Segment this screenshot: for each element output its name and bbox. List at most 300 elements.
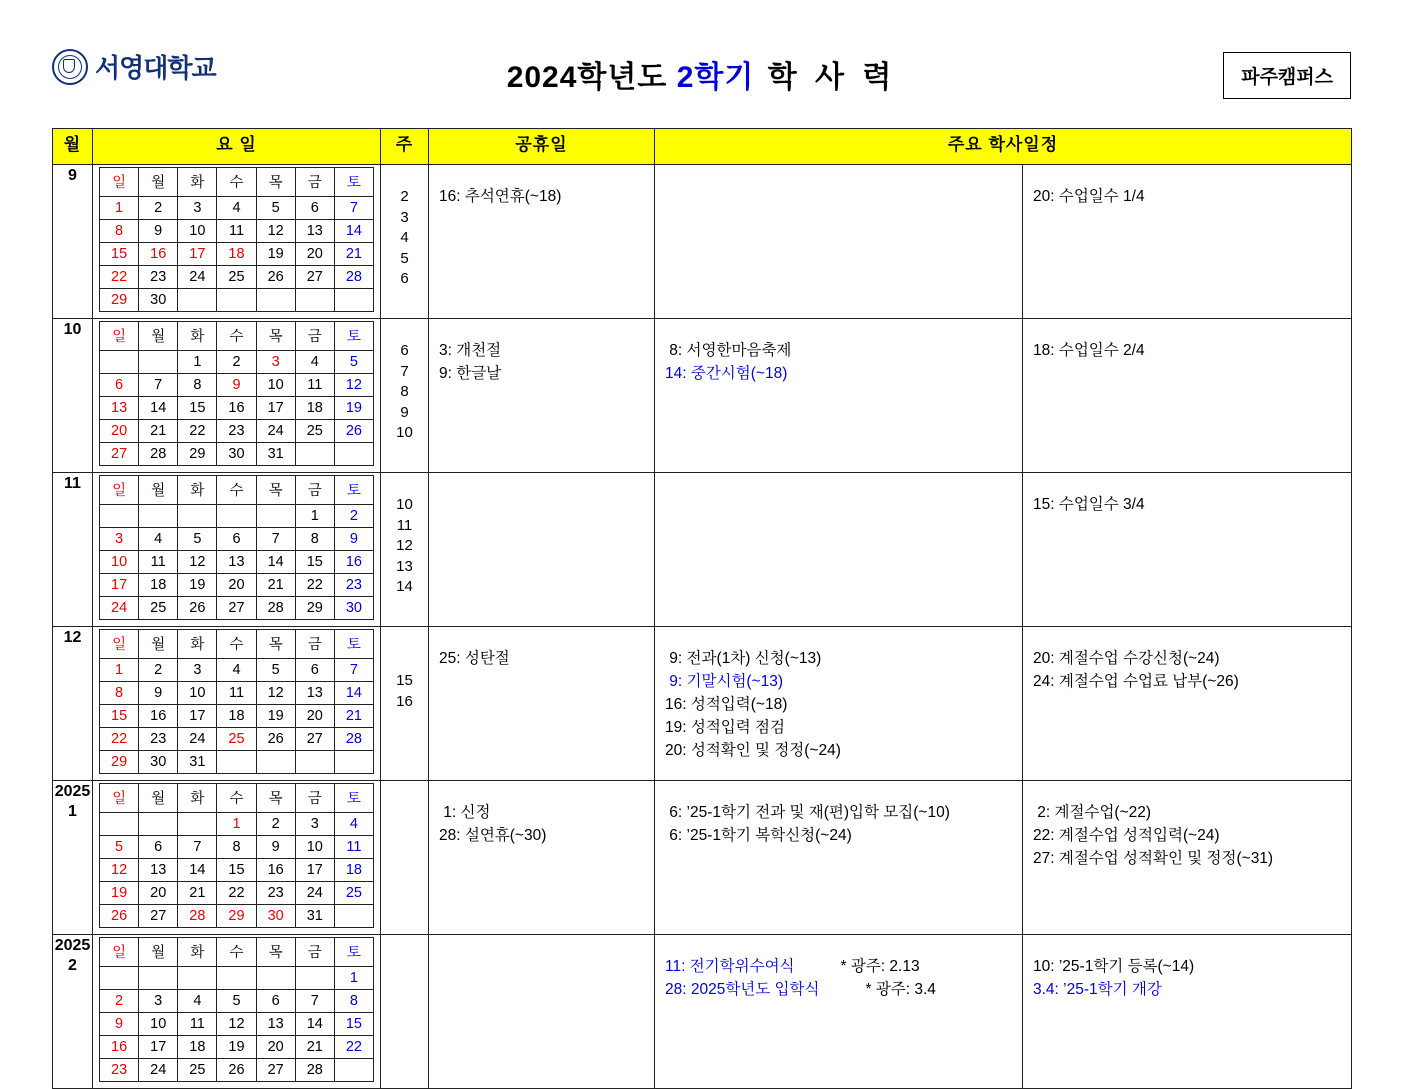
weekday-label: 월 xyxy=(139,784,178,813)
day-cell: 18 xyxy=(139,574,178,597)
day-cell: 22 xyxy=(178,420,217,443)
schedule-entry: 9: 기말시험(~13) xyxy=(665,673,784,690)
header-schedule: 주요 학사일정 xyxy=(655,129,1352,165)
day-cell: 13 xyxy=(295,220,334,243)
day-cell: 14 xyxy=(334,220,373,243)
day-cell: 5 xyxy=(256,197,295,220)
schedule-note: * 광주: 2.13 xyxy=(840,958,920,975)
day-cell: 28 xyxy=(334,728,373,751)
day-cell: 12 xyxy=(178,551,217,574)
day-cell: 7 xyxy=(256,528,295,551)
day-cell: 30 xyxy=(334,597,373,620)
mini-calendar xyxy=(99,321,374,466)
day-cell: 25 xyxy=(217,266,256,289)
mini-month-grid xyxy=(93,319,381,473)
day-cell: 4 xyxy=(139,528,178,551)
week-number: 15 xyxy=(396,672,413,689)
schedule-entry: 14: 중간시험(~18) xyxy=(665,365,788,382)
day-cell: 13 xyxy=(100,397,139,420)
weekday-label: 목 xyxy=(256,476,295,505)
day-cell: 11 xyxy=(178,1013,217,1036)
page-title xyxy=(0,52,1403,96)
day-cell: 16 xyxy=(139,243,178,266)
title-semester: 2학기 xyxy=(676,61,755,94)
day-cell: 29 xyxy=(100,751,139,774)
schedule-cell-primary xyxy=(655,165,1023,319)
schedule-cell-primary xyxy=(655,935,1023,1089)
day-cell: 31 xyxy=(178,751,217,774)
weekday-label: 화 xyxy=(178,938,217,967)
day-cell xyxy=(178,967,217,990)
day-cell: 2 xyxy=(139,197,178,220)
schedule-entry: 10: ’25-1학기 등록(~14) xyxy=(1033,958,1195,975)
weekday-label: 월 xyxy=(139,630,178,659)
schedule-cell-secondary xyxy=(1023,473,1352,627)
day-cell: 26 xyxy=(178,597,217,620)
day-cell: 28 xyxy=(178,905,217,928)
table-row xyxy=(53,473,1352,627)
day-cell: 22 xyxy=(334,1036,373,1059)
month-label: 2025 1 xyxy=(53,781,93,935)
weekday-label: 토 xyxy=(334,784,373,813)
day-cell xyxy=(217,751,256,774)
day-cell: 20 xyxy=(295,705,334,728)
day-cell: 22 xyxy=(217,882,256,905)
day-cell: 9 xyxy=(217,374,256,397)
weekday-label: 목 xyxy=(256,322,295,351)
schedule-entry: 11: 전기학위수여식 * 광주: 2.13 xyxy=(665,958,920,975)
schedule-entry: 22: 계절수업 성적입력(~24) xyxy=(1033,827,1220,844)
schedule-entry: 3: 개천절 xyxy=(439,342,502,359)
day-cell: 12 xyxy=(100,859,139,882)
day-cell: 30 xyxy=(217,443,256,466)
header-holiday: 공휴일 xyxy=(429,129,655,165)
day-cell: 26 xyxy=(334,420,373,443)
week-numbers xyxy=(381,319,429,473)
schedule-note: * 광주: 3.4 xyxy=(865,981,936,998)
day-cell: 21 xyxy=(334,243,373,266)
schedule-entry: 25: 성탄절 xyxy=(439,650,510,667)
day-cell: 17 xyxy=(139,1036,178,1059)
day-cell: 11 xyxy=(217,682,256,705)
day-cell: 1 xyxy=(178,351,217,374)
week-number: 5 xyxy=(400,249,409,267)
weekday-label: 월 xyxy=(139,476,178,505)
title-year: 2024학년도 xyxy=(506,61,677,94)
weekday-label: 금 xyxy=(295,168,334,197)
day-cell xyxy=(178,813,217,836)
header-days: 요 일 xyxy=(93,129,381,165)
day-cell: 7 xyxy=(334,659,373,682)
day-cell: 4 xyxy=(334,813,373,836)
weekday-label: 금 xyxy=(295,630,334,659)
day-cell: 4 xyxy=(217,197,256,220)
table-header-row xyxy=(53,129,1352,165)
day-cell: 10 xyxy=(256,374,295,397)
day-cell: 11 xyxy=(334,836,373,859)
day-cell: 2 xyxy=(139,659,178,682)
day-cell: 9 xyxy=(334,528,373,551)
schedule-cell-secondary xyxy=(1023,935,1352,1089)
weekday-label: 수 xyxy=(217,784,256,813)
day-cell: 29 xyxy=(100,289,139,312)
day-cell: 21 xyxy=(295,1036,334,1059)
day-cell xyxy=(217,967,256,990)
day-cell xyxy=(139,351,178,374)
campus-badge: 파주캠퍼스 xyxy=(1223,52,1351,99)
day-cell: 24 xyxy=(100,597,139,620)
day-cell: 13 xyxy=(295,682,334,705)
day-cell: 10 xyxy=(178,682,217,705)
day-cell: 21 xyxy=(178,882,217,905)
day-cell: 8 xyxy=(334,990,373,1013)
weekday-label: 목 xyxy=(256,630,295,659)
day-cell: 3 xyxy=(139,990,178,1013)
day-cell: 8 xyxy=(178,374,217,397)
day-cell: 13 xyxy=(139,859,178,882)
day-cell: 10 xyxy=(178,220,217,243)
week-number: 6 xyxy=(400,270,409,287)
holiday-cell xyxy=(429,319,655,473)
header-week: 주 xyxy=(381,129,429,165)
day-cell xyxy=(217,505,256,528)
day-cell: 27 xyxy=(100,443,139,466)
day-cell: 5 xyxy=(100,836,139,859)
table-row xyxy=(53,165,1352,319)
schedule-entry: 19: 성적입력 점검 xyxy=(665,719,785,736)
day-cell xyxy=(139,967,178,990)
month-label: 11 xyxy=(53,473,93,627)
day-cell: 10 xyxy=(139,1013,178,1036)
schedule-entry: 24: 계절수업 수업료 납부(~26) xyxy=(1033,673,1239,690)
week-number: 11 xyxy=(396,516,413,534)
day-cell: 12 xyxy=(217,1013,256,1036)
weekday-label: 화 xyxy=(178,630,217,659)
day-cell: 4 xyxy=(178,990,217,1013)
day-cell: 11 xyxy=(295,374,334,397)
weekday-label: 수 xyxy=(217,630,256,659)
day-cell: 16 xyxy=(256,859,295,882)
day-cell: 26 xyxy=(256,728,295,751)
schedule-entry: 3.4: ’25-1학기 개강 xyxy=(1033,981,1162,998)
day-cell: 11 xyxy=(217,220,256,243)
day-cell: 21 xyxy=(334,705,373,728)
weekday-label: 화 xyxy=(178,784,217,813)
day-cell: 27 xyxy=(295,728,334,751)
day-cell: 8 xyxy=(217,836,256,859)
mini-calendar xyxy=(99,475,374,620)
weekday-label: 금 xyxy=(295,938,334,967)
day-cell xyxy=(334,751,373,774)
day-cell: 29 xyxy=(217,905,256,928)
day-cell: 28 xyxy=(139,443,178,466)
weekday-label: 화 xyxy=(178,168,217,197)
month-label: 2025 2 xyxy=(53,935,93,1089)
schedule-cell-primary xyxy=(655,473,1023,627)
weekday-label: 수 xyxy=(217,476,256,505)
day-cell: 21 xyxy=(256,574,295,597)
day-cell: 6 xyxy=(139,836,178,859)
week-number: 12 xyxy=(396,537,413,554)
schedule-entry: 1: 신정 xyxy=(439,804,491,821)
weekday-label: 토 xyxy=(334,322,373,351)
day-cell: 21 xyxy=(139,420,178,443)
table-row xyxy=(53,935,1352,1089)
week-number: 9 xyxy=(400,403,409,421)
day-cell: 14 xyxy=(295,1013,334,1036)
day-cell: 31 xyxy=(256,443,295,466)
day-cell xyxy=(256,751,295,774)
weekday-label: 일 xyxy=(100,630,139,659)
day-cell: 4 xyxy=(217,659,256,682)
holiday-cell xyxy=(429,627,655,781)
day-cell: 13 xyxy=(217,551,256,574)
day-cell: 29 xyxy=(295,597,334,620)
day-cell: 20 xyxy=(217,574,256,597)
schedule-entry: 20: 수업일수 1/4 xyxy=(1033,188,1145,205)
day-cell: 5 xyxy=(178,528,217,551)
day-cell: 28 xyxy=(256,597,295,620)
day-cell: 23 xyxy=(100,1059,139,1082)
day-cell: 8 xyxy=(100,220,139,243)
weekday-label: 화 xyxy=(178,476,217,505)
day-cell: 22 xyxy=(100,266,139,289)
day-cell: 14 xyxy=(139,397,178,420)
day-cell xyxy=(256,505,295,528)
day-cell: 16 xyxy=(217,397,256,420)
day-cell: 6 xyxy=(100,374,139,397)
month-label: 9 xyxy=(53,165,93,319)
weekday-label: 월 xyxy=(139,938,178,967)
week-numbers xyxy=(381,473,429,627)
weekday-label: 토 xyxy=(334,168,373,197)
day-cell: 17 xyxy=(256,397,295,420)
week-number: 13 xyxy=(396,557,413,575)
schedule-entry: 8: 서영한마음축제 xyxy=(665,342,792,359)
day-cell xyxy=(217,289,256,312)
schedule-entry: 2: 계절수업(~22) xyxy=(1033,804,1152,821)
day-cell xyxy=(295,443,334,466)
weekday-label: 월 xyxy=(139,322,178,351)
day-cell xyxy=(295,967,334,990)
day-cell: 17 xyxy=(295,859,334,882)
mini-calendar xyxy=(99,783,374,928)
day-cell: 16 xyxy=(139,705,178,728)
weekday-label: 목 xyxy=(256,784,295,813)
day-cell: 30 xyxy=(256,905,295,928)
day-cell: 25 xyxy=(295,420,334,443)
day-cell: 19 xyxy=(256,243,295,266)
day-cell: 24 xyxy=(139,1059,178,1082)
day-cell: 26 xyxy=(100,905,139,928)
schedule-cell-secondary xyxy=(1023,319,1352,473)
day-cell: 6 xyxy=(295,659,334,682)
day-cell: 14 xyxy=(178,859,217,882)
week-number: 6 xyxy=(400,342,409,359)
week-number: 14 xyxy=(396,578,413,595)
day-cell: 16 xyxy=(334,551,373,574)
day-cell: 23 xyxy=(139,266,178,289)
day-cell: 23 xyxy=(334,574,373,597)
mini-calendar xyxy=(99,167,374,312)
week-number: 7 xyxy=(400,362,409,380)
day-cell: 20 xyxy=(139,882,178,905)
weekday-label: 일 xyxy=(100,938,139,967)
day-cell: 11 xyxy=(139,551,178,574)
week-number: 3 xyxy=(400,208,409,226)
schedule-cell-secondary xyxy=(1023,165,1352,319)
day-cell: 5 xyxy=(217,990,256,1013)
day-cell: 17 xyxy=(178,243,217,266)
day-cell: 19 xyxy=(217,1036,256,1059)
week-numbers xyxy=(381,935,429,1089)
day-cell: 25 xyxy=(217,728,256,751)
day-cell: 1 xyxy=(100,659,139,682)
mini-month-grid xyxy=(93,627,381,781)
weekday-label: 일 xyxy=(100,476,139,505)
day-cell: 25 xyxy=(139,597,178,620)
day-cell: 13 xyxy=(256,1013,295,1036)
day-cell: 18 xyxy=(295,397,334,420)
schedule-entry: 6: ’25-1학기 복학신청(~24) xyxy=(665,827,852,844)
weekday-label: 일 xyxy=(100,322,139,351)
schedule-cell-primary xyxy=(655,627,1023,781)
day-cell: 18 xyxy=(217,243,256,266)
day-cell xyxy=(334,289,373,312)
day-cell: 2 xyxy=(334,505,373,528)
mini-calendar xyxy=(99,937,374,1082)
week-number: 10 xyxy=(396,496,413,513)
day-cell xyxy=(100,505,139,528)
day-cell: 12 xyxy=(256,682,295,705)
academic-calendar-table xyxy=(52,128,1352,1089)
schedule-entry: 20: 성적확인 및 정정(~24) xyxy=(665,742,841,759)
day-cell: 2 xyxy=(217,351,256,374)
day-cell: 9 xyxy=(100,1013,139,1036)
day-cell: 3 xyxy=(178,197,217,220)
weekday-label: 수 xyxy=(217,938,256,967)
day-cell: 30 xyxy=(139,751,178,774)
schedule-entry: 15: 수업일수 3/4 xyxy=(1033,496,1145,513)
weekday-label: 수 xyxy=(217,322,256,351)
schedule-entry: 9: 한글날 xyxy=(439,365,502,382)
day-cell xyxy=(139,505,178,528)
day-cell: 1 xyxy=(295,505,334,528)
weekday-label: 수 xyxy=(217,168,256,197)
week-number: 16 xyxy=(396,692,413,710)
weekday-label: 목 xyxy=(256,168,295,197)
day-cell: 18 xyxy=(334,859,373,882)
day-cell: 9 xyxy=(139,682,178,705)
weekday-label: 금 xyxy=(295,322,334,351)
day-cell: 27 xyxy=(256,1059,295,1082)
day-cell: 1 xyxy=(100,197,139,220)
mini-month-grid xyxy=(93,781,381,935)
day-cell xyxy=(334,905,373,928)
day-cell: 20 xyxy=(100,420,139,443)
mini-month-grid xyxy=(93,473,381,627)
holiday-cell xyxy=(429,935,655,1089)
weekday-label: 목 xyxy=(256,938,295,967)
day-cell: 6 xyxy=(256,990,295,1013)
day-cell: 7 xyxy=(295,990,334,1013)
day-cell: 2 xyxy=(100,990,139,1013)
month-label: 12 xyxy=(53,627,93,781)
week-number: 8 xyxy=(400,383,409,400)
schedule-entry: 18: 수업일수 2/4 xyxy=(1033,342,1145,359)
day-cell: 25 xyxy=(334,882,373,905)
schedule-entry: 27: 계절수업 성적확인 및 정정(~31) xyxy=(1033,850,1274,867)
week-number: 4 xyxy=(400,229,409,246)
schedule-cell-primary xyxy=(655,781,1023,935)
day-cell xyxy=(139,813,178,836)
day-cell: 26 xyxy=(217,1059,256,1082)
day-cell: 28 xyxy=(295,1059,334,1082)
day-cell: 25 xyxy=(178,1059,217,1082)
holiday-cell xyxy=(429,165,655,319)
weekday-label: 일 xyxy=(100,168,139,197)
day-cell: 18 xyxy=(178,1036,217,1059)
day-cell: 30 xyxy=(139,289,178,312)
day-cell: 3 xyxy=(295,813,334,836)
mini-month-grid xyxy=(93,935,381,1089)
day-cell: 15 xyxy=(100,705,139,728)
week-number: 2 xyxy=(400,188,409,205)
day-cell: 12 xyxy=(256,220,295,243)
page-header xyxy=(0,0,1403,110)
schedule-entry: 16: 추석연휴(~18) xyxy=(439,188,562,205)
weekday-label: 월 xyxy=(139,168,178,197)
week-numbers xyxy=(381,165,429,319)
day-cell: 22 xyxy=(295,574,334,597)
day-cell: 15 xyxy=(295,551,334,574)
university-name: 서영대학교 xyxy=(95,53,216,83)
schedule-entry: 16: 성적입력(~18) xyxy=(665,696,788,713)
day-cell: 17 xyxy=(100,574,139,597)
day-cell xyxy=(178,289,217,312)
day-cell xyxy=(334,443,373,466)
schedule-cell-secondary xyxy=(1023,781,1352,935)
schedule-entry: 6: ’25-1학기 전과 및 재(편)입학 모집(~10) xyxy=(665,804,950,821)
day-cell: 23 xyxy=(139,728,178,751)
day-cell xyxy=(334,1059,373,1082)
day-cell: 5 xyxy=(256,659,295,682)
day-cell: 1 xyxy=(217,813,256,836)
schedule-entry: 20: 계절수업 수강신청(~24) xyxy=(1033,650,1220,667)
day-cell: 12 xyxy=(334,374,373,397)
week-numbers xyxy=(381,627,429,781)
title-rest: 학 사 력 xyxy=(754,61,897,94)
day-cell: 28 xyxy=(334,266,373,289)
day-cell: 7 xyxy=(139,374,178,397)
holiday-cell xyxy=(429,473,655,627)
day-cell: 14 xyxy=(334,682,373,705)
day-cell: 27 xyxy=(139,905,178,928)
day-cell: 24 xyxy=(295,882,334,905)
day-cell xyxy=(100,813,139,836)
schedule-entry: 28: 2025학년도 입학식 * 광주: 3.4 xyxy=(665,981,936,998)
day-cell: 5 xyxy=(334,351,373,374)
week-number: 10 xyxy=(396,424,413,441)
day-cell: 23 xyxy=(217,420,256,443)
weekday-label: 토 xyxy=(334,476,373,505)
schedule-entry: 28: 설연휴(~30) xyxy=(439,827,547,844)
weekday-label: 금 xyxy=(295,784,334,813)
weekday-label: 일 xyxy=(100,784,139,813)
day-cell xyxy=(100,967,139,990)
day-cell: 26 xyxy=(256,266,295,289)
month-label: 10 xyxy=(53,319,93,473)
